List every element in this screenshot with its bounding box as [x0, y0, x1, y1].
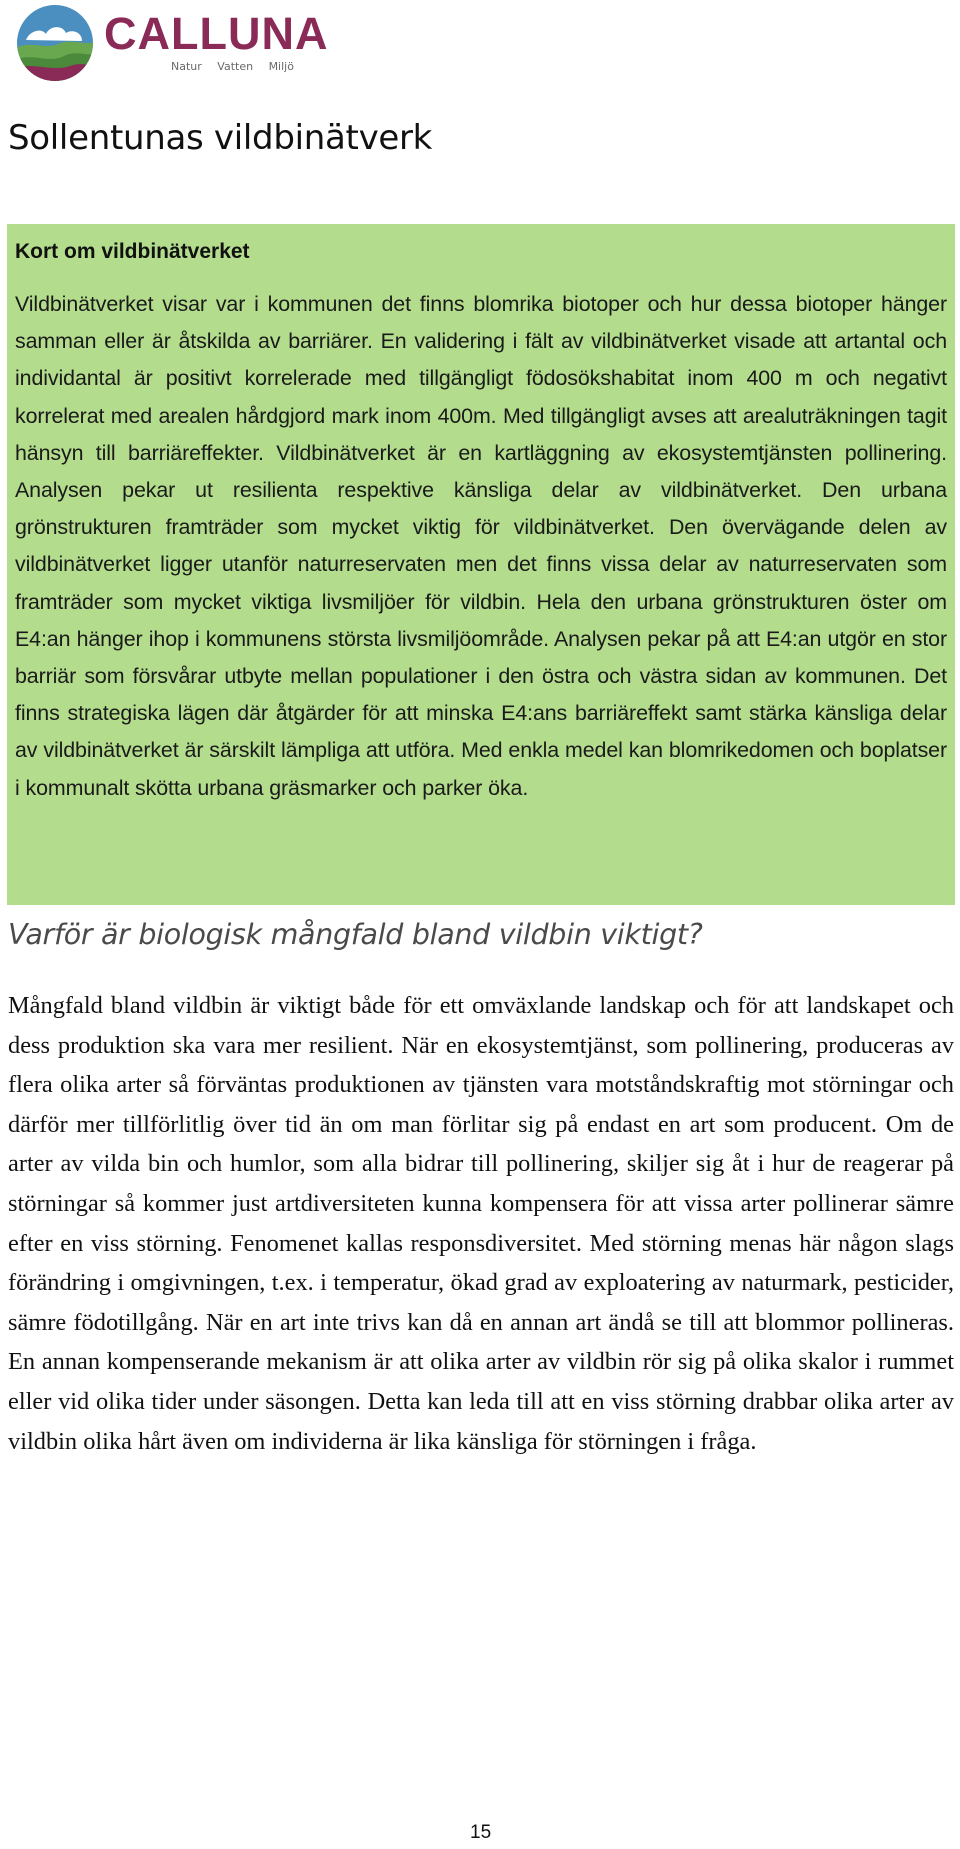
summary-box [7, 224, 955, 905]
summary-heading: Kort om vildbinätverket [15, 240, 250, 263]
body-paragraph: Mångfald bland vildbin är viktigt både för ett omväxlande landskap och för att landskapet och dess produktion ska vara mer resilient. När en ekosystemtjänst, som pollinering, produceras av flera olika arter så förväntas produktionen av tjänsten vara motståndskraftig mot störningar och därför mer tillförlitlig över tid än om man förlitar sig på endast en art som producent. Om de arter av vilda bin och humlor, som alla bidrar till pollinering, skiljer sig åt i hur de reagerar på störningar så kommer just artdiversiteten kunna kompensera för att vissa arter pollinerar sämre efter en viss störning. Fenomenet kallas responsdiversitet. Med störning menas här någon slags förändring i omgivningen, t.ex. i temperatur, ökad grad av exploatering av naturmark, pesticider, sämre födotillgång. När en art inte trivs kan då en annan art ändå se till att blommor pollineras. En annan kompenserande mekanism är att olika arter av vildbin rör sig på olika skalor i rummet eller vid olika tider under säsongen. Detta kan leda till att en viss störning drabbar olika arter av vildbin olika hårt även om individerna är lika känsliga för störningen i fråga. [8, 992, 954, 1455]
logo-tagline-miljo: Miljö [268, 60, 294, 73]
calluna-logo [16, 4, 329, 82]
summary-text: Vildbinätverket visar var i kommunen det finns blomrika biotoper och hur dessa biotoper hänger samman eller är åtskilda av barriärer. En validering i fält av vildbinätverket visade att artantal och individantal är positivt korrelerade med tillgängligt födosökshabitat inom 400 m och negativt korrelerat med arealen hårdgjord mark inom 400m. Med tillgängligt avses att arealuträkningen tagit hänsyn till barriäreffekter. Vildbinätverket är en kartläggning av ekosystemtjänsten pollinering. Analysen pekar ut resilienta respektive känsliga delar av vildbinätverket. Den urbana grönstrukturen framträder som mycket viktig för vildbinätverket. Den övervägande delen av vildbinätverket ligger utanför naturreservaten men det finns vissa delar av naturreservaten som framträder som mycket viktiga livsmiljöer för vildbin. Hela den urbana grönstrukturen öster om E4:an hänger ihop i kommunens största livsmiljöområde. Analysen pekar på att E4:an utgör en stor barriär som försvårar utbyte mellan populationer i den östra och västra sidan av kommunen. Det finns strategiska lägen där åtgärder för att minska E4:ans barriäreffekt samt stärka känsliga delar av vildbinätverket är särskilt lämpliga att utföra. Med enkla medel kan blomrikedomen och boplatser i kommunalt skötta urbana gräsmarker och parker öka. [15, 292, 947, 800]
logo-tagline-vatten: Vatten [217, 60, 254, 73]
logo-wordmark: CALLUNA [104, 8, 329, 59]
logo-tagline-natur: Natur [171, 60, 202, 73]
page-title: Sollentunas vildbinätverk [8, 118, 433, 158]
page-number: 15 [470, 1822, 492, 1843]
logo-tagline [171, 60, 306, 73]
calluna-logo-icon [16, 4, 94, 82]
section-heading: Varför är biologisk mångfald bland vildbin viktigt? [8, 918, 703, 951]
